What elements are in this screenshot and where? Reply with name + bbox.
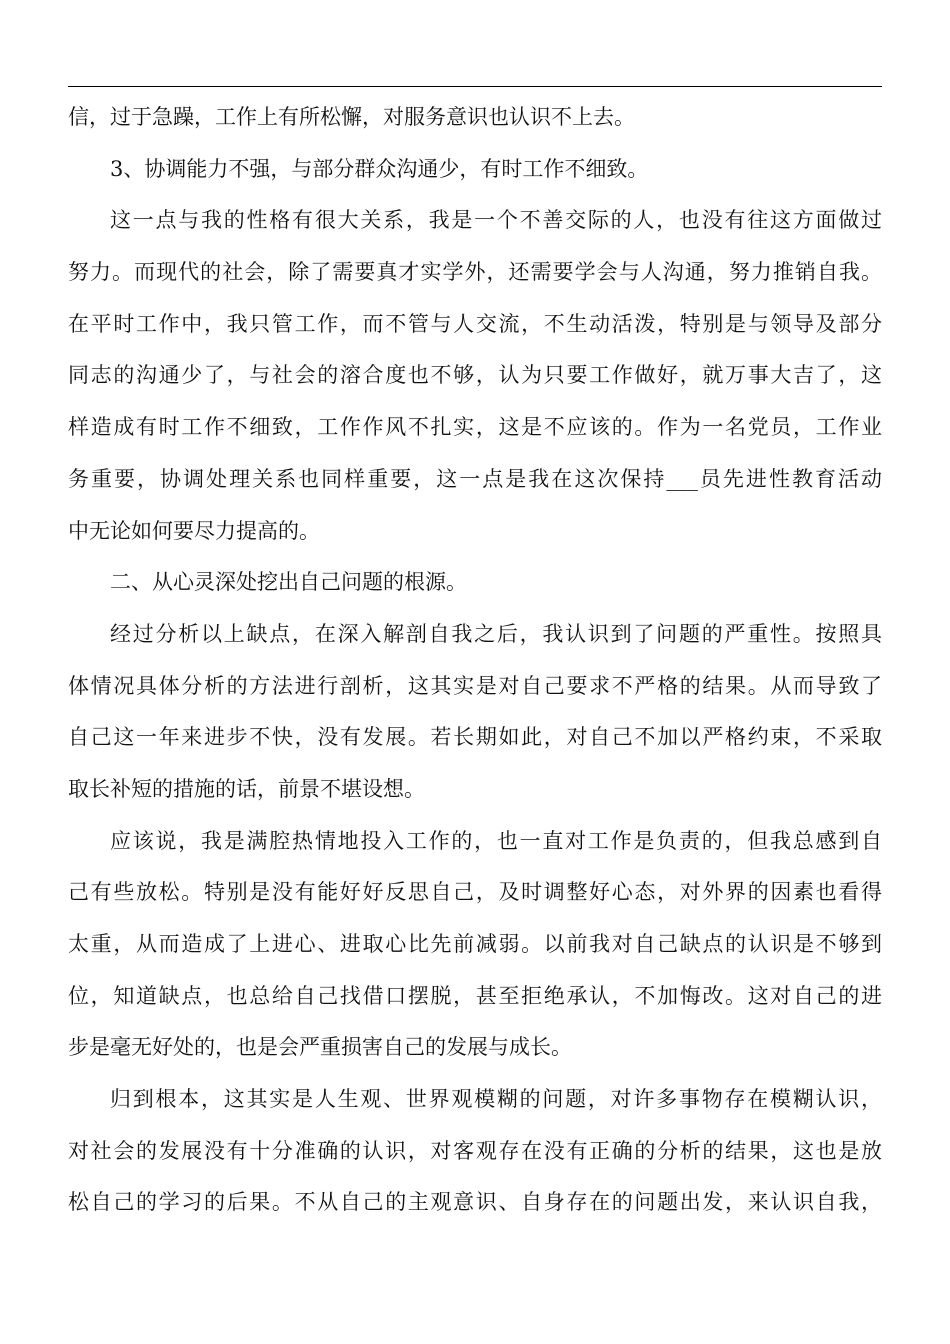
text-line: 自己这一年来进步不快，没有发展。若长期如此，对自己不加以严格约束，不采取 — [68, 725, 882, 750]
text-line: 3、协调能力不强，与部分群众沟通少，有时工作不细致。 — [110, 156, 649, 181]
text-line: 归到根本，这其实是人生观、世界观模糊的问题，对许多事物存在模糊认识， — [110, 1087, 882, 1112]
text-line: 同志的沟通少了，与社会的溶合度也不够，认为只要工作做好，就万事大吉了，这 — [68, 363, 882, 388]
text-line: 这一点与我的性格有很大关系，我是一个不善交际的人，也没有往这方面做过 — [110, 208, 882, 233]
text-line: 太重，从而造成了上进心、进取心比先前减弱。以前我对自己缺点的认识是不够到 — [68, 932, 882, 956]
text-line: 务重要，协调处理关系也同样重要，这一点是我在这次保持___员先进性教育活动 — [68, 466, 882, 491]
document-body — [68, 92, 882, 1229]
text-line: 中无论如何要尽力提高的。 — [68, 518, 320, 543]
text-line: 对社会的发展没有十分准确的认识，对客观存在没有正确的分析的结果，这也是放 — [68, 1138, 882, 1163]
text-line: 己有些放松。特别是没有能好好反思自己，及时调整好心态，对外界的因素也看得 — [68, 880, 882, 905]
text-line: 步是毫无好处的，也是会严重损害自己的发展与成长。 — [68, 1035, 572, 1060]
text-line: 松自己的学习的后果。不从自己的主观意识、自身存在的问题出发，来认识自我， — [68, 1190, 882, 1215]
text-line: 取长补短的措施的话，前景不堪设想。 — [68, 776, 425, 801]
text-line: 位，知道缺点，也总给自己找借口摆脱，甚至拒绝承认，不加悔改。这对自己的进 — [68, 983, 882, 1008]
text-line: 在平时工作中，我只管工作，而不管与人交流，不生动活泼，特别是与领导及部分 — [68, 311, 882, 336]
section-heading: 二、从心灵深处挖出自己问题的根源。 — [110, 570, 467, 595]
text-line: 体情况具体分析的方法进行剖析，这其实是对自己要求不严格的结果。从而导致了 — [68, 673, 882, 698]
text-line: 信，过于急躁，工作上有所松懈，对服务意识也认识不上去。 — [68, 105, 635, 129]
text-line: 努力。而现代的社会，除了需要真才实学外，还需要学会与人沟通，努力推销自我。 — [68, 260, 882, 285]
text-line: 应该说，我是满腔热情地投入工作的，也一直对工作是负责的，但我总感到自 — [110, 828, 882, 853]
text-line: 经过分析以上缺点，在深入解剖自我之后，我认识到了问题的严重性。按照具 — [110, 621, 882, 646]
header-rule — [68, 86, 882, 87]
text-line: 样造成有时工作不细致，工作作风不扎实，这是不应该的。作为一名党员，工作业 — [68, 415, 882, 440]
